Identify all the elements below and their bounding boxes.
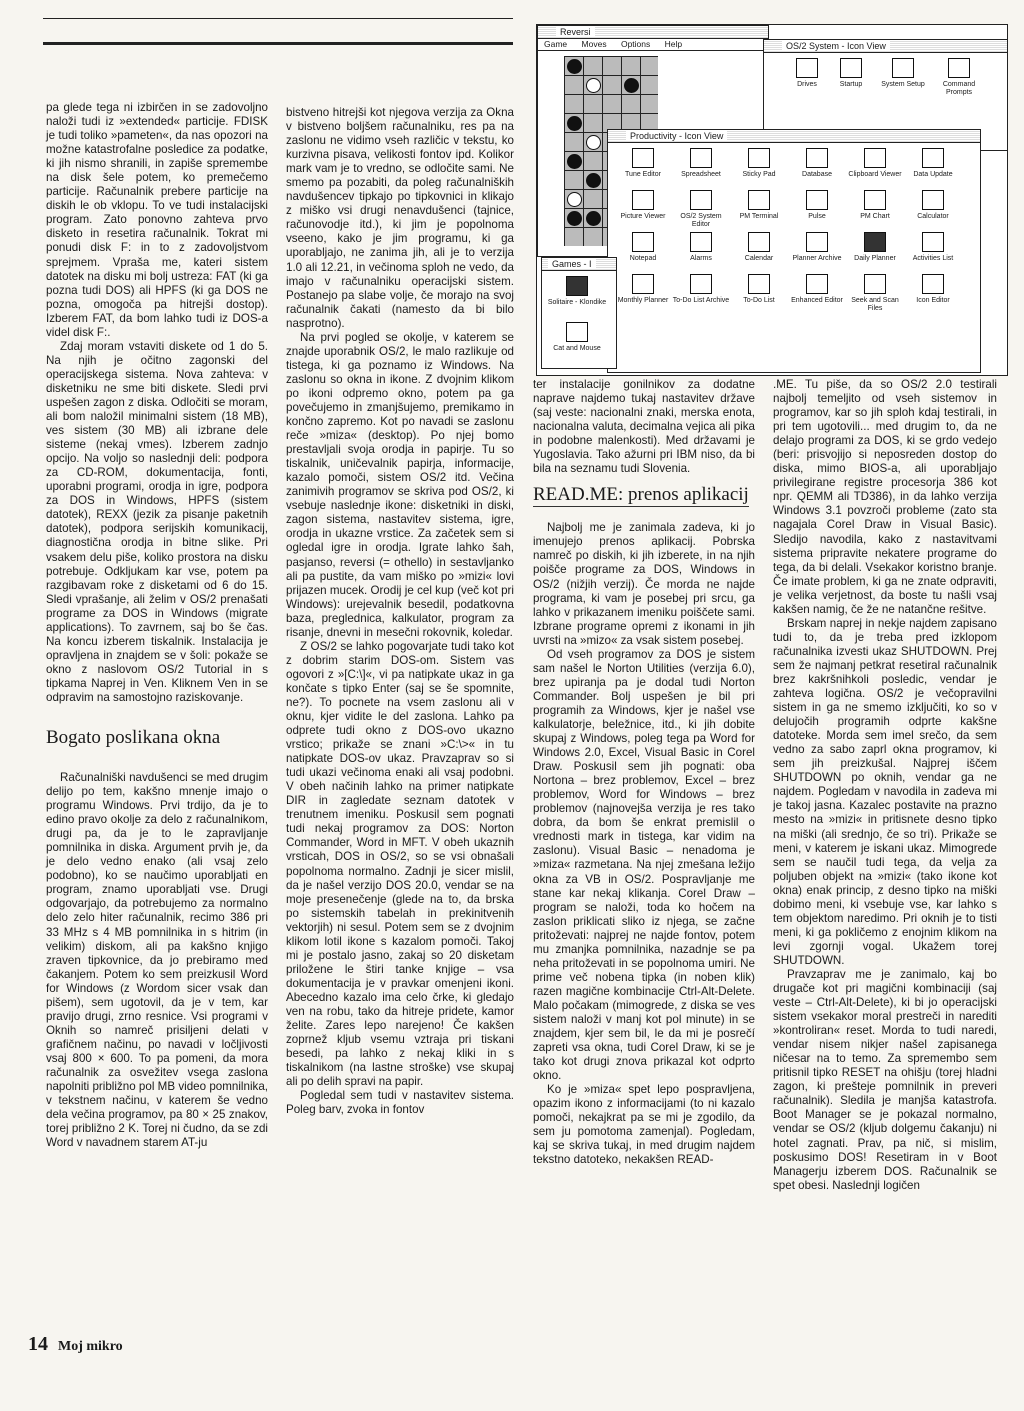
column-4 <box>773 378 997 1193</box>
paragraph: bistveno hitrejši kot njegova verzija za Okna v bistveno boljšem računalniku, res pa na zaslonu ne vidimo vseh različic v tekstu, ko kurzivna pisava, velikosti fontov ipd. Kolikor mark vam je to vredno, se odločite sami. Ne smemo pa pozabiti, da poleg računalniških navdušencev tipkajo po tipkovnici in klikajo z miško vsi drugi nenavdušenci (tajnice, računovodje itd.), ki jim je popolnoma vseeno, kako je jim programu, ki ga uporabljajo, ne zanima jih, ali je to verzija 1.0 ali 12.21, in večinoma sploh ne vedo, da imajo v računalniku operacijski sistem. Postanejo pa slabe volje, če morajo na svoj računalnik čakati (namesto da bi bilo nasprotno). <box>286 106 514 330</box>
productivity-titlebar <box>608 130 980 143</box>
drives-icon[interactable]: Drives <box>778 58 836 89</box>
disc <box>567 192 582 207</box>
disc <box>567 116 582 131</box>
magazine-name: Moj mikro <box>58 1339 123 1354</box>
page-footer <box>28 1333 123 1356</box>
productivity-app-icon[interactable]: Alarms <box>672 232 730 263</box>
productivity-app-icon[interactable]: Database <box>788 148 846 179</box>
productivity-app-icon[interactable]: Sticky Pad <box>730 148 788 179</box>
solitaire-icon[interactable]: Solitaire - Klondike <box>544 276 610 307</box>
paragraph: Z OS/2 se lahko pogovarjate tudi tako kot z dobrim starim DOS-om. Sistem vas ogovori z »[C:\]«, vi pa natipkate ukaz in ga končate s tipko Enter (saj se še spomnite, ne?). To pocnete na vsem zaslonu ali v oknu, kjer vidite le del zaslona. Lahko pa odprete tudi okno z DOS-ovo ukazno vrstico; prikaže se znani »C:\>« in tu natipkate DOS-ov ukaz. Pravzaprav so si tudi ukazi večinoma enaki ali vsaj podobni. V obeh načinih lahko na primer natipkate DIR in zagledate seznam datotek v trenutnem imeniku. Poskusil sem pognati tudi nekaj programov za DOS: Norton Commander, Word in MFT. V obeh ukaznih vrsticah, DOS in OS/2, so se vsi obnašali popolnoma normalno. Zadnji je sicer mislil, da je našel verzijo DOS 20.0, vendar se na moje presenečenje (glede na to, da brska po sistemskih tabelah in prekinitvenih vektorjih) ni sesul. Potem sem se z dvojnim klikom lotil ikone s kazalom pomoči. Takoj mi je postalo jasno, zakaj so 20 disketam priložene le štiri tanke knjige – vsa dokumentacija je v pravkar omenjeni ikoni. Abecedno kazalo ima celo črke, ki gledajo ven na robu, tako da hitreje pridete, kamor želite. Zares lepo narejeno! Če kakšen zoprnež kljub vsemu vztraja pri tiskani besedi, pa lahko z nekaj kliki in s tiskalnikom (na lastne stroške) vse skupaj ali po delih spravi na papir. <box>286 639 514 1089</box>
paragraph: Od vseh programov za DOS je sistem sam našel le Norton Utilities (verzija 6.0), brez upiranja pa je dodal tudi Norton Commander. Bolj uspešen je bil pri programih za Windows, kjer je našel vse kalkulatorje, beležnice, itd., ki jih dobite skupaj z Windows, poleg tega pa Word for Windows 2.0, Excel, Visual Basic in Corel Draw. Poskusil sem jih pognati: oba Nortona – brez problemov, Excel – brez problemov, Word for Windows – brez problemov (najnovejša verzija je res tako dobra, da bom še enkrat premislil o vrednosti mark in tistega, kar vidim na zaslonu). Visual Basic – nenadoma je »miza« razmetana. Na njej zmešana ležijo okna za VB in OS/2. Pospravljanje me stane kar nekaj klikanja. Corel Draw – program se naloži, toda ko hočem na zaslon priklicati sliko iz njega, se začne pritoževati: najprej ne najde fontov, potem mu zmanjka pomnilnika, nazadnje se pa neha pritoževati in se popolnoma umiri. Ne prime več nobena tipka (in noben klik) razen magične kombinacije Ctrl-Alt-Delete. Malo počakam (mimogrede, z diska se ves sistem naloži v manj kot pol minute) in se znajdem, kjer sem bil, le da mi je posrečí zapreti vsa okna, tudi Corel Draw, ki se je tako kot drugi znova prikazal kot odprto okno. <box>533 647 755 1083</box>
cat-and-mouse-icon[interactable]: Cat and Mouse <box>544 322 610 353</box>
disc <box>586 173 601 188</box>
productivity-app-icon[interactable]: Seek and Scan Files <box>846 274 904 313</box>
reversi-titlebar <box>538 26 768 39</box>
games-title: Games - I <box>548 259 596 269</box>
paragraph: Na prvi pogled se okolje, v katerem se znajde uporabnik OS/2, le malo razlikuje od tistega, ki ga poznamo iz Windows. Na zaslonu so okna in ikone. Z dvojnim klikom po ikoni odpremo okno, potem pa ga povečujemo in zmanjšujemo, premikamo in končno zapremo. Kot po navadi se zaslonu reče »miza« (desktop). Po njej bomo prestavljali svoja orodja in papirje. Tu so tiskalnik, uničevalnik papirja, informacije, kazalo pomoči, sistem OS/2 itd. Večina zanimivih programov se skriva pod OS/2, ki vsebuje naslednje ikone: disketniki in diski, zagon sistema, nastavitev sistema, igre, orodja in ukazne vrstice. Za začetek sem si ogledal igre in orodja. Igrate lahko šah, pasjanso, reversi (= othello) in sestavljanko ali pa pustite, da vam miško po »mizi« lovi prijazen mucek. Orodij je cel kup (več kot pri Windows): urejevalnik besedil, podatkovna baza, preglednica, kalkulator, program za risanje, dnevni in mesečni rokovnik, koledar. <box>286 330 514 639</box>
productivity-app-icon[interactable]: Data Update <box>904 148 962 179</box>
paragraph: Pravzaprav me je zanimalo, kaj bo drugače kot pri magični kombinaciji (saj veste – Ctrl-Alt-Delete), ki bi jo operacijski sistem vsekakor moral prestreči in narediti »kontroliran« reset. Morda to tudi naredi, vendar nisem nikjer našel zapisanega ničesar na to temo. Za spremembo sem pritisnil tipko RESET na ohišju (torej hladni zagon, ki prešteje pomnilnik in preveri računalnik). Sledila je manjša katastrofa. Boot Manager se je pokazal normalno, vendar se OS/2 (kljub dolgemu čakanju) ni hotel zagnati. Prav, pa nič, si mislim, poskusimo DOS! Resetiram in v Boot Managerju izberem DOS. Računalnik se spet obesi. Naslednji logičen <box>773 967 997 1192</box>
paragraph: Brskam naprej in nekje najdem zapisano tudi to, da je treba pred izklopom računalnika izvesti ukaz SHUTDOWN. Prej sem že najmanj petkrat resetiral računalnik brez kakršnihkoli posledic, vendar je zahteva logična. OS/2 je večopravilni sistem in ga ne smemo izključiti, ko so v delujočih programih odprte kakšne datoteke. Morda sem imel srečo, da sem vedno za sabo zaprl okna programov, ki sem jih preizkušal. Najprej iščem SHUTDOWN po oknih, vendar ga ne najdem. Pogledam v navodila in zadeva mi je takoj jasna. Kazalec postavite na prazno mesto na »mizi« in pritisnete desno tipko na miški (ali srednjo, če so tri). Prikaže se meni, v katerem je iskani ukaz. Mimogrede sem se naučil tudi tega, da velja za poljuben objekt na »mizi« (tako ikone kot okna) enak princip, z desno tipko na miški dobimo meni, ki vsebuje vse, kar lahko s tem objektom naredimo. Pri oknih je to tisti meni, ki ga pokličemo z enojnim klikom na levi zgornji vogal. Ukažem torej SHUTDOWN. <box>773 616 997 967</box>
productivity-app-icon[interactable]: Picture Viewer <box>614 190 672 221</box>
disc <box>586 135 601 150</box>
disc <box>624 78 639 93</box>
column-3 <box>533 378 755 1167</box>
paragraph: Ko je »miza« spet lepo pospravljena, opazim ikono z informacijami (to ni kazalo pomoči, nekajkrat pa se mi je zgodilo, da sem ju pomotoma zamenjal). Pogledam, kaj se skriva tukaj, in med drugim najdem tekstno datoteko, nekakšen READ- <box>533 1083 755 1167</box>
paragraph: ter instalacije gonilnikov za dodatne naprave najdemo tukaj nastavitev države (saj veste: nacionalni znaki, merska enota, nacionalna valuta, decimalna vejica ali pika in podobne malenkosti). Med državami je Yugoslavia. Tako ažurni pri IBM niso, da bi bila na seznamu tudi Slovenia. <box>533 378 755 476</box>
reversi-menubar <box>538 39 768 51</box>
menu-help[interactable]: Help <box>664 39 683 49</box>
startup-icon[interactable]: Startup <box>822 58 880 89</box>
column-2 <box>286 106 514 1117</box>
productivity-title: Productivity - Icon View <box>626 131 727 141</box>
productivity-app-icon[interactable]: Tune Editor <box>614 148 672 179</box>
section-heading: Bogato poslikana okna <box>46 727 221 749</box>
menu-options[interactable]: Options <box>620 39 651 49</box>
productivity-app-icon[interactable]: Activities List <box>904 232 962 263</box>
menu-moves[interactable]: Moves <box>581 39 607 49</box>
header-rule-thick <box>43 42 513 45</box>
page-number: 14 <box>28 1333 48 1355</box>
disc <box>586 211 601 226</box>
productivity-app-icon[interactable]: Spreadsheet <box>672 148 730 179</box>
paragraph: pa glede tega ni izbirčen in se zadovoljno naloži tudi iz »extended« particije. FDISK je tudi toliko »pameten«, da nas opozori na možne katastrofalne posledice za podatke, ki jih nismo shranili, in zapiše spremembe na disk šele potem, ko premečemo particije. Računalnik prebere particije na diskih le ob vklopu. To ve tudi instalacijski program. Zato ponovno zahteva prvo disketo in resetira računalnik. Tokrat mi ponudi disk F: in to z zadovoljstvom sprejmem. Vpraša me, kateri sistem datotek na disku mi bolj ustreza: FAT (ki ga pozna tudi DOS) ali HPFS (ki ga DOS ne pozna, omogoča pa hitrejši dostop). Izberem FAT, da bom lahko tudi iz DOS-a videl disk F:. <box>46 101 268 339</box>
disc <box>567 154 582 169</box>
productivity-app-icon[interactable]: To-Do List Archive <box>672 274 730 305</box>
games-window <box>541 257 617 369</box>
productivity-app-icon[interactable]: OS/2 System Editor <box>672 190 730 229</box>
productivity-app-icon[interactable]: PM Chart <box>846 190 904 221</box>
productivity-app-icon[interactable]: Icon Editor <box>904 274 962 305</box>
productivity-app-icon[interactable]: Enhanced Editor <box>788 274 846 305</box>
productivity-app-icon[interactable]: Notepad <box>614 232 672 263</box>
productivity-window <box>607 129 981 373</box>
os2-system-titlebar <box>764 40 1007 53</box>
productivity-app-icon[interactable]: Clipboard Viewer <box>846 148 904 179</box>
disc <box>586 78 601 93</box>
paragraph: Najbolj me je zanimala zadeva, ki jo imenujejo prenos aplikacij. Pobrska namreč po diskih, ki jih izberete, in na njih poišče programe za DOS, Windows in OS/2 (nižjih verzij). Če morda ne najde programa, ki vam je posebej pri srcu, ga lahko v prikazanem imeniku poiščete sami. Izbrane programe opremi z ikonami in jih uvrsti na »mizo« za vsak sistem posebej. <box>533 521 755 647</box>
system-setup-icon[interactable]: System Setup <box>874 58 932 89</box>
productivity-app-icon[interactable]: PM Terminal <box>730 190 788 221</box>
disc <box>567 59 582 74</box>
productivity-app-icon[interactable]: Calendar <box>730 232 788 263</box>
paragraph: .ME. Tu piše, da so OS/2 2.0 testirali najbolj temeljito od vseh sistemov in programov, kar so jih sploh kdaj testirali, in pri tem ugotovili... med drugim to, da ne delajo programi za DOS, ki se grdo vedejo (beri: prisvojijo si neposreden dostop do diska, mimo BIOS-a, ali uporabljajo privilegirane registre procesorja 386 kot npr. QEMM ali TD386), in da lahko verzija Windows 3.1 povzroči probleme (zato sta nagajala Corel Draw in Visual Basic). Sledijo navodila, kako z nastavitvami sistema pripravite nekatere programe do tega, da bi delali. Vsekakor koristno branje. Če imate problem, ki ga ne znate odpraviti, je velika verjetnost, da boste tu našli vsaj kakšen namig, če že ne natančne rešitve. <box>773 378 997 616</box>
paragraph: Zdaj moram vstaviti diskete od 1 do 5. Na njih je očitno zagonski del operacijskega sistema. Nova zahteva: v disketniku ne sme biti diskete. Sledi prvi uspešen zagon z diska. Odločiti se moram, ali bom naložil minimalni sistem (18 MB), ves sistem (30 MB) ali izbrane dele sisteme (nekaj vmes). Izberem zadnjo opcijo. Na voljo so naslednji deli: podpora za CD-ROM, dokumentacija, fonti, uporabni programi, orodja in igre, podpora za DOS in Windows, HPFS (sistem datotek), REXX (jezik za pisanje paketnih datotek), podpora serijskih komunikacij, diagnostična orodja in bitne slike. Pri vsakem delu piše, koliko prostora na disku potrebuje. Odkljukam kar vse, potem pa razgibavam roke z disketami od 6 do 15. Sledi vprašanje, ali želim v OS/2 prenašati programe za DOS in Windows (migrate applications). To zavrnem, saj bo še čas. Na koncu izberem tiskalnik. Instalacija je opravljena in znajdem se v šoli: pokaže se okno z naslovom OS/2 Tutorial in s tipkama Naprej in Ven. Kliknem Ven in se odpravim na samostojno raziskovanje. <box>46 339 268 704</box>
section-heading: READ.ME: prenos aplikacij <box>533 484 749 506</box>
productivity-app-icon[interactable]: To-Do List <box>730 274 788 305</box>
productivity-app-icon[interactable]: Pulse <box>788 190 846 221</box>
command-prompts-icon[interactable]: Command Prompts <box>930 58 988 97</box>
paragraph: Pogledal sem tudi v nastavitev sistema. Poleg barv, zvoka in fontov <box>286 1089 514 1117</box>
reversi-title: Reversi <box>556 27 595 37</box>
disc <box>567 211 582 226</box>
os2-desktop-screenshot <box>536 24 1008 376</box>
productivity-app-icon[interactable]: Monthly Planner <box>614 274 672 305</box>
productivity-app-icon[interactable]: Daily Planner <box>846 232 904 263</box>
productivity-app-icon[interactable]: Calculator <box>904 190 962 221</box>
productivity-app-icon[interactable]: Planner Archive <box>788 232 846 263</box>
menu-game[interactable]: Game <box>544 39 568 49</box>
games-titlebar <box>542 258 616 271</box>
column-1 <box>46 101 268 1150</box>
header-rule <box>43 18 513 19</box>
paragraph: Računalniški navdušenci se med drugim delijo po tem, kakšno mnenje imajo o programu Windows. Prvi trdijo, da je to edino pravo okolje za delo z računalnikom, drugi pa, da je to le zapravljanje pomnilnika in diska. Argument prvih je, da je delo vedno enako (ali vsaj zelo podobno), ko se naučimo uporabljati en program, znamo uporabljati vse. Drugi odgovarjajo, da potrebujemo za normalno delo zelo hiter računalnik, recimo 386 pri 33 MHz s 4 MB pomnilnika in s hitrim (in velikim) diskom, ali pa kakšno knjigo zraven tipkovnice, da jo prebiramo med čakanjem. Potem ko sem preizkusil Word for Windows (z Wordom sicer vsak dan pišem), sem ugotovil, da je v tem, kar pravijo drugi, zrno resnice. Vsi programi v Oknih so namreč prisiljeni delati v grafičnem načinu, po navadi v ločljivosti vsaj 800 × 600. To pa pomeni, da mora računalnik za osvežitev vsega zaslona napolniti približno pol MB video pomnilnika, v tekstnem načinu, v katerem še vedno dela večina programov, pa 80 × 25 znakov, torej približno 2 K. Torej ni čudno, da se zdi Word v navadnem starem AT-ju <box>46 771 268 1150</box>
os2-system-title: OS/2 System - Icon View <box>782 41 890 51</box>
